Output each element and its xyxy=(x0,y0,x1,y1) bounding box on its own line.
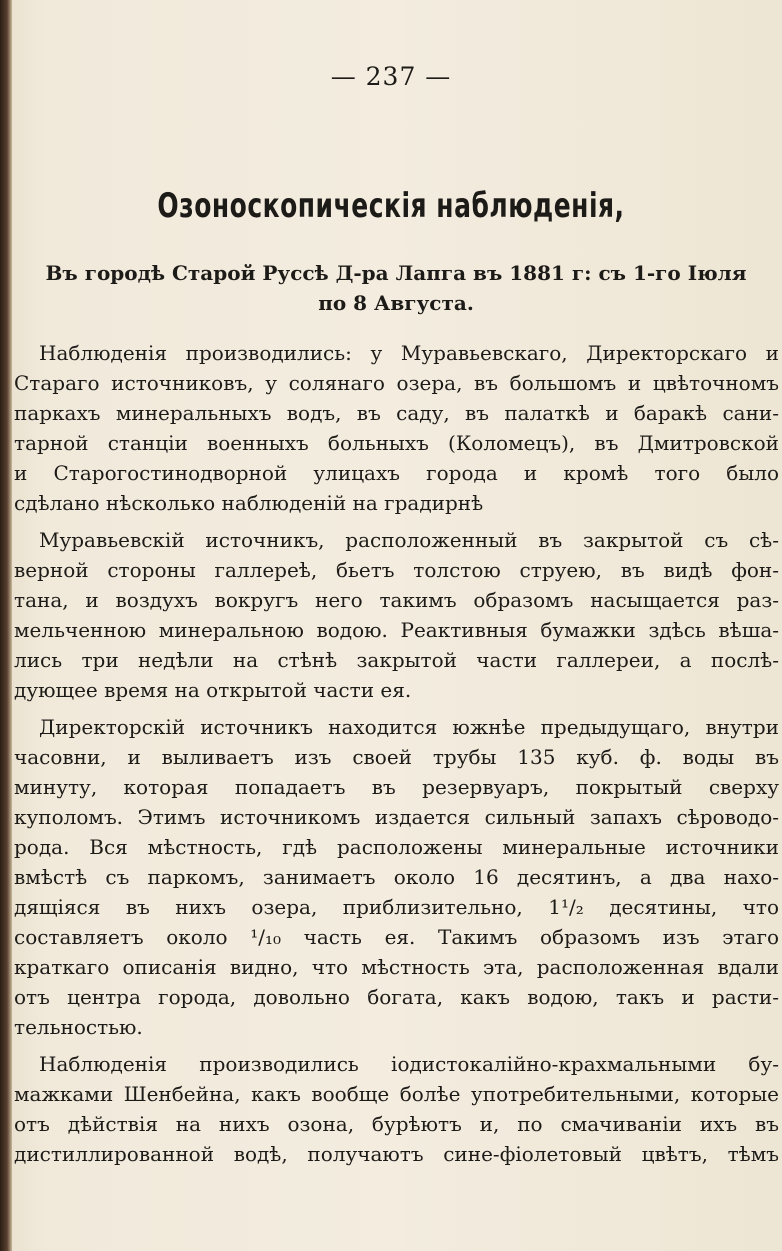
text-line: Наблюденія производились іодистокалійно-крахмальными бу- xyxy=(39,1052,779,1076)
text-line: сдѣлано нѣсколько наблюденій на градирнѣ xyxy=(14,491,484,515)
text-line: рода. Вся мѣстность, гдѣ расположены минеральные источники xyxy=(14,835,779,859)
text-line: вмѣстѣ съ паркомъ, занимаетъ около 16 десятинъ, а два нахо- xyxy=(14,865,779,889)
text-line: мажками Шенбейна, какъ вообще болѣе употребительными, которые xyxy=(14,1082,779,1106)
text-line: дующее время на открытой части ея. xyxy=(14,678,412,702)
text-line: отъ дѣйствія на нихъ озона, бурѣютъ и, по смачиваніи ихъ въ xyxy=(14,1112,779,1136)
text-line: и Старогостинодворной улицахъ города и кромѣ того было xyxy=(14,461,779,485)
text-line: Муравьевскій источникъ, расположенный въ закрытой съ сѣ- xyxy=(39,528,779,552)
text-line: отъ центра города, довольно богата, какъ водою, такъ и расти- xyxy=(14,985,779,1009)
text-line: верной стороны галлереѣ, бьетъ толстою струею, въ видѣ фон- xyxy=(14,558,779,582)
text-line: мельченною минеральною водою. Реактивныя бумажки здѣсь вѣша- xyxy=(14,618,779,642)
text-line: паркахъ минеральныхъ водъ, въ саду, въ палаткѣ и баракѣ сани- xyxy=(14,401,779,425)
subtitle-line: по 8 Августа. xyxy=(318,291,474,315)
text-line: дистиллированной водѣ, получаютъ сине-фіолетовый цвѣтъ, тѣмъ xyxy=(14,1142,779,1166)
page-title: Озоноскопическія наблюденія, xyxy=(157,186,625,226)
page-number: — 237 — xyxy=(330,62,452,91)
text-line: Стараго источниковъ, у солянаго озера, въ большомъ и цвѣточномъ xyxy=(14,371,779,395)
text-line: тарной станціи военныхъ больныхъ (Коломецъ), въ Дмитровской xyxy=(14,431,779,455)
text-line: дящіяся въ нихъ озера, приблизительно, 1¹/₂ десятины, что xyxy=(14,895,779,919)
subtitle-line: Въ городѣ Старой Руссѣ Д-ра Лапга въ 1881 г: съ 1-го Іюля xyxy=(45,261,747,285)
text-line: куполомъ. Этимъ источникомъ издается сильный запахъ сѣроводо- xyxy=(14,805,779,829)
text-line: составляетъ около ¹/₁₀ часть ея. Такимъ образомъ изъ этаго xyxy=(14,925,779,949)
text-line: часовни, и выливаетъ изъ своей трубы 135 куб. ф. воды въ xyxy=(14,745,779,769)
text-line: краткаго описанія видно, что мѣстность эта, расположенная вдали xyxy=(14,955,779,979)
text-line: тельностью. xyxy=(14,1015,143,1039)
text-line: минуту, которая попадаетъ въ резервуаръ, покрытый сверху xyxy=(14,775,779,799)
text-line: Наблюденія производились: у Муравьевскаго, Директорскаго и xyxy=(39,341,779,365)
text-line: тана, и воздухъ вокругъ него такимъ образомъ насыщается раз- xyxy=(14,588,779,612)
text-line: лись три недѣли на стѣнѣ закрытой части галлереи, а послѣ- xyxy=(14,648,779,672)
text-line: Директорскій источникъ находится южнѣе предыдущаго, внутри xyxy=(39,715,779,739)
